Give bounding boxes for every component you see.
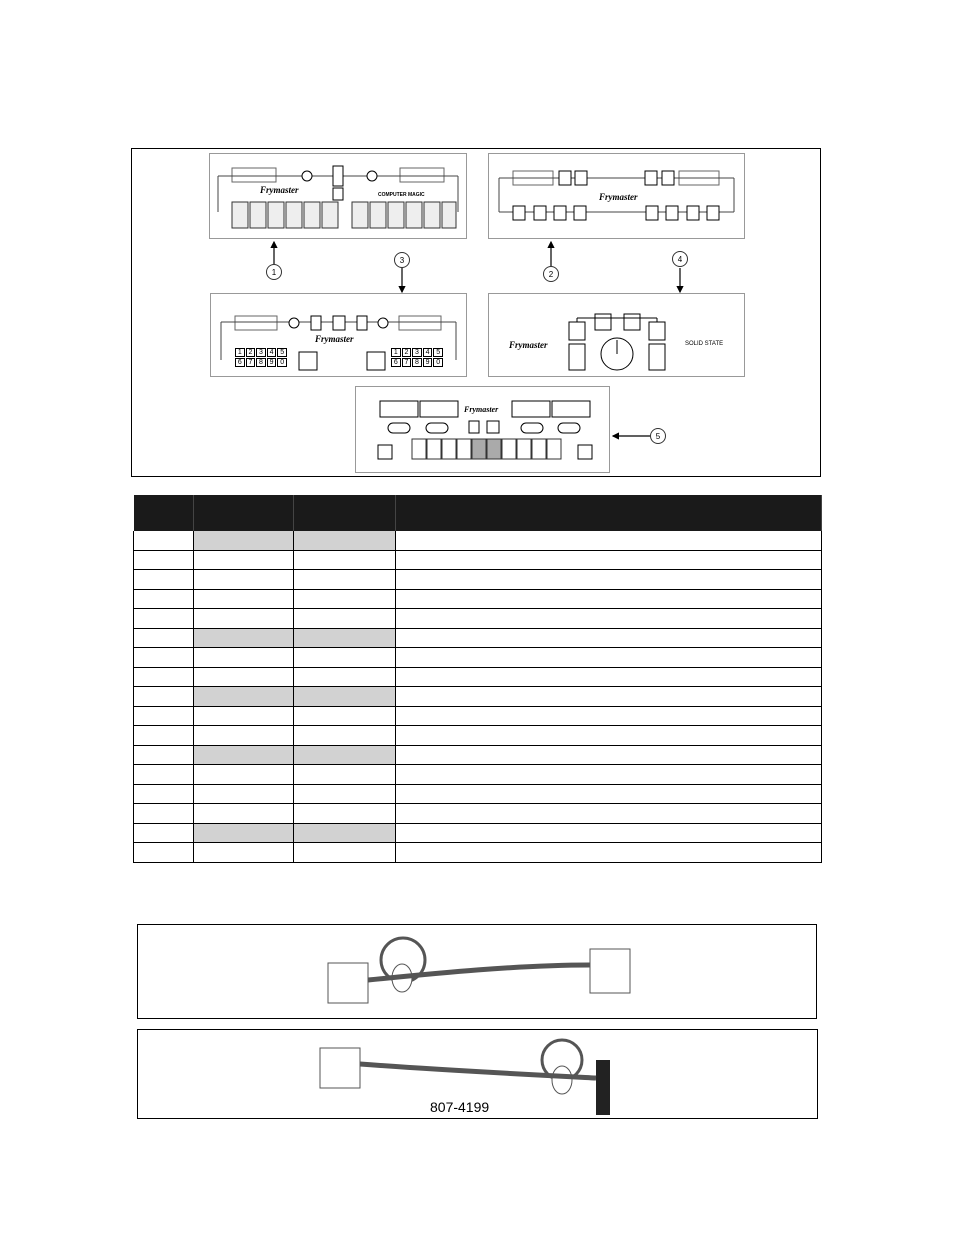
table-cell [194,628,294,648]
table-row [134,843,822,863]
table-cell [396,628,822,648]
table-row [134,589,822,609]
key: 4 [267,348,277,357]
parts-table [133,495,821,863]
table-cell [294,648,396,668]
key: 7 [402,358,412,367]
key: 1 [235,348,245,357]
key: 3 [256,348,266,357]
table-cell [194,648,294,668]
table-header [134,495,822,531]
table-cell [396,589,822,609]
table-cell [134,804,194,824]
harness-panel-1 [137,924,817,1019]
table-cell [294,784,396,804]
col-header-description [396,495,822,531]
key: 6 [391,358,401,367]
key: 8 [412,358,422,367]
table-row [134,531,822,550]
table-cell [396,726,822,746]
table-cell [294,843,396,863]
table-row [134,648,822,668]
table-cell [396,609,822,629]
key: 2 [246,348,256,357]
table-cell [294,804,396,824]
table-cell [396,745,822,765]
callout-3: 3 [394,252,410,268]
table-row [134,550,822,570]
table-cell [294,628,396,648]
key: 7 [246,358,256,367]
table-row [134,687,822,707]
table-cell [194,784,294,804]
table-cell [134,765,194,785]
table-cell [294,609,396,629]
key: 8 [256,358,266,367]
table-cell [134,726,194,746]
table-cell [194,550,294,570]
table-cell [396,570,822,590]
brand-logo: Frymaster [464,405,499,414]
table-cell [294,706,396,726]
callout-4: 4 [672,251,688,267]
harness-part-number: 807-4199 [430,1099,490,1115]
table-cell [294,667,396,687]
table-row [134,706,822,726]
brand-logo: Frymaster [315,334,354,344]
table-cell [396,706,822,726]
table-cell [134,784,194,804]
col-header-part [194,495,294,531]
table-cell [294,823,396,843]
harness-illustration [138,925,816,1018]
table-cell [194,687,294,707]
table-cell [194,589,294,609]
table-cell [134,550,194,570]
table-cell [194,570,294,590]
table-row [134,784,822,804]
table-cell [194,823,294,843]
col-header-component [294,495,396,531]
table-cell [134,706,194,726]
brand-logo: Frymaster [599,192,638,202]
callout-2: 2 [543,266,559,282]
table-cell [134,609,194,629]
table-row [134,609,822,629]
table-cell [396,804,822,824]
table-cell [134,843,194,863]
key: 9 [423,358,433,367]
computer-magic-label: COMPUTER MAGIC [378,192,425,198]
key: 2 [402,348,412,357]
table-cell [294,745,396,765]
table-row [134,745,822,765]
table-cell [134,628,194,648]
table-cell [294,687,396,707]
callout-1: 1 [266,264,282,280]
key: 6 [235,358,245,367]
table-cell [194,706,294,726]
col-header-item [134,495,194,531]
table-cell [134,823,194,843]
table-row [134,823,822,843]
key: 3 [412,348,422,357]
table-cell [294,765,396,785]
key: 5 [277,348,287,357]
table-cell [134,667,194,687]
table-cell [194,745,294,765]
key: 1 [391,348,401,357]
table-cell [194,765,294,785]
table-cell [396,667,822,687]
table-cell [134,589,194,609]
table-cell [294,589,396,609]
table-row [134,570,822,590]
solid-state-label: SOLID STATE [685,341,724,347]
key: 0 [433,358,443,367]
table-cell [396,765,822,785]
table-cell [396,687,822,707]
table-cell [134,570,194,590]
table-cell [396,823,822,843]
table-cell [396,648,822,668]
table-row [134,804,822,824]
callout-arrows [0,0,954,500]
brand-logo: Frymaster [509,340,548,350]
table-row [134,765,822,785]
table-cell [294,531,396,550]
table-cell [194,804,294,824]
table-row [134,726,822,746]
table-cell [134,648,194,668]
table-cell [396,784,822,804]
harness-panel-2 [137,1029,818,1119]
callout-5: 5 [650,428,666,444]
table-cell [134,745,194,765]
key: 5 [433,348,443,357]
brand-logo: Frymaster [260,185,299,195]
table-row [134,667,822,687]
table-cell [134,531,194,550]
key: 9 [267,358,277,367]
table-cell [294,570,396,590]
table-cell [194,531,294,550]
key: 0 [277,358,287,367]
table-cell [396,550,822,570]
key: 4 [423,348,433,357]
table-cell [294,726,396,746]
table-cell [396,531,822,550]
table-cell [194,843,294,863]
table-cell [194,609,294,629]
table-cell [194,726,294,746]
table-cell [134,687,194,707]
table-row [134,628,822,648]
table-cell [396,843,822,863]
table-cell [194,667,294,687]
table-cell [294,550,396,570]
